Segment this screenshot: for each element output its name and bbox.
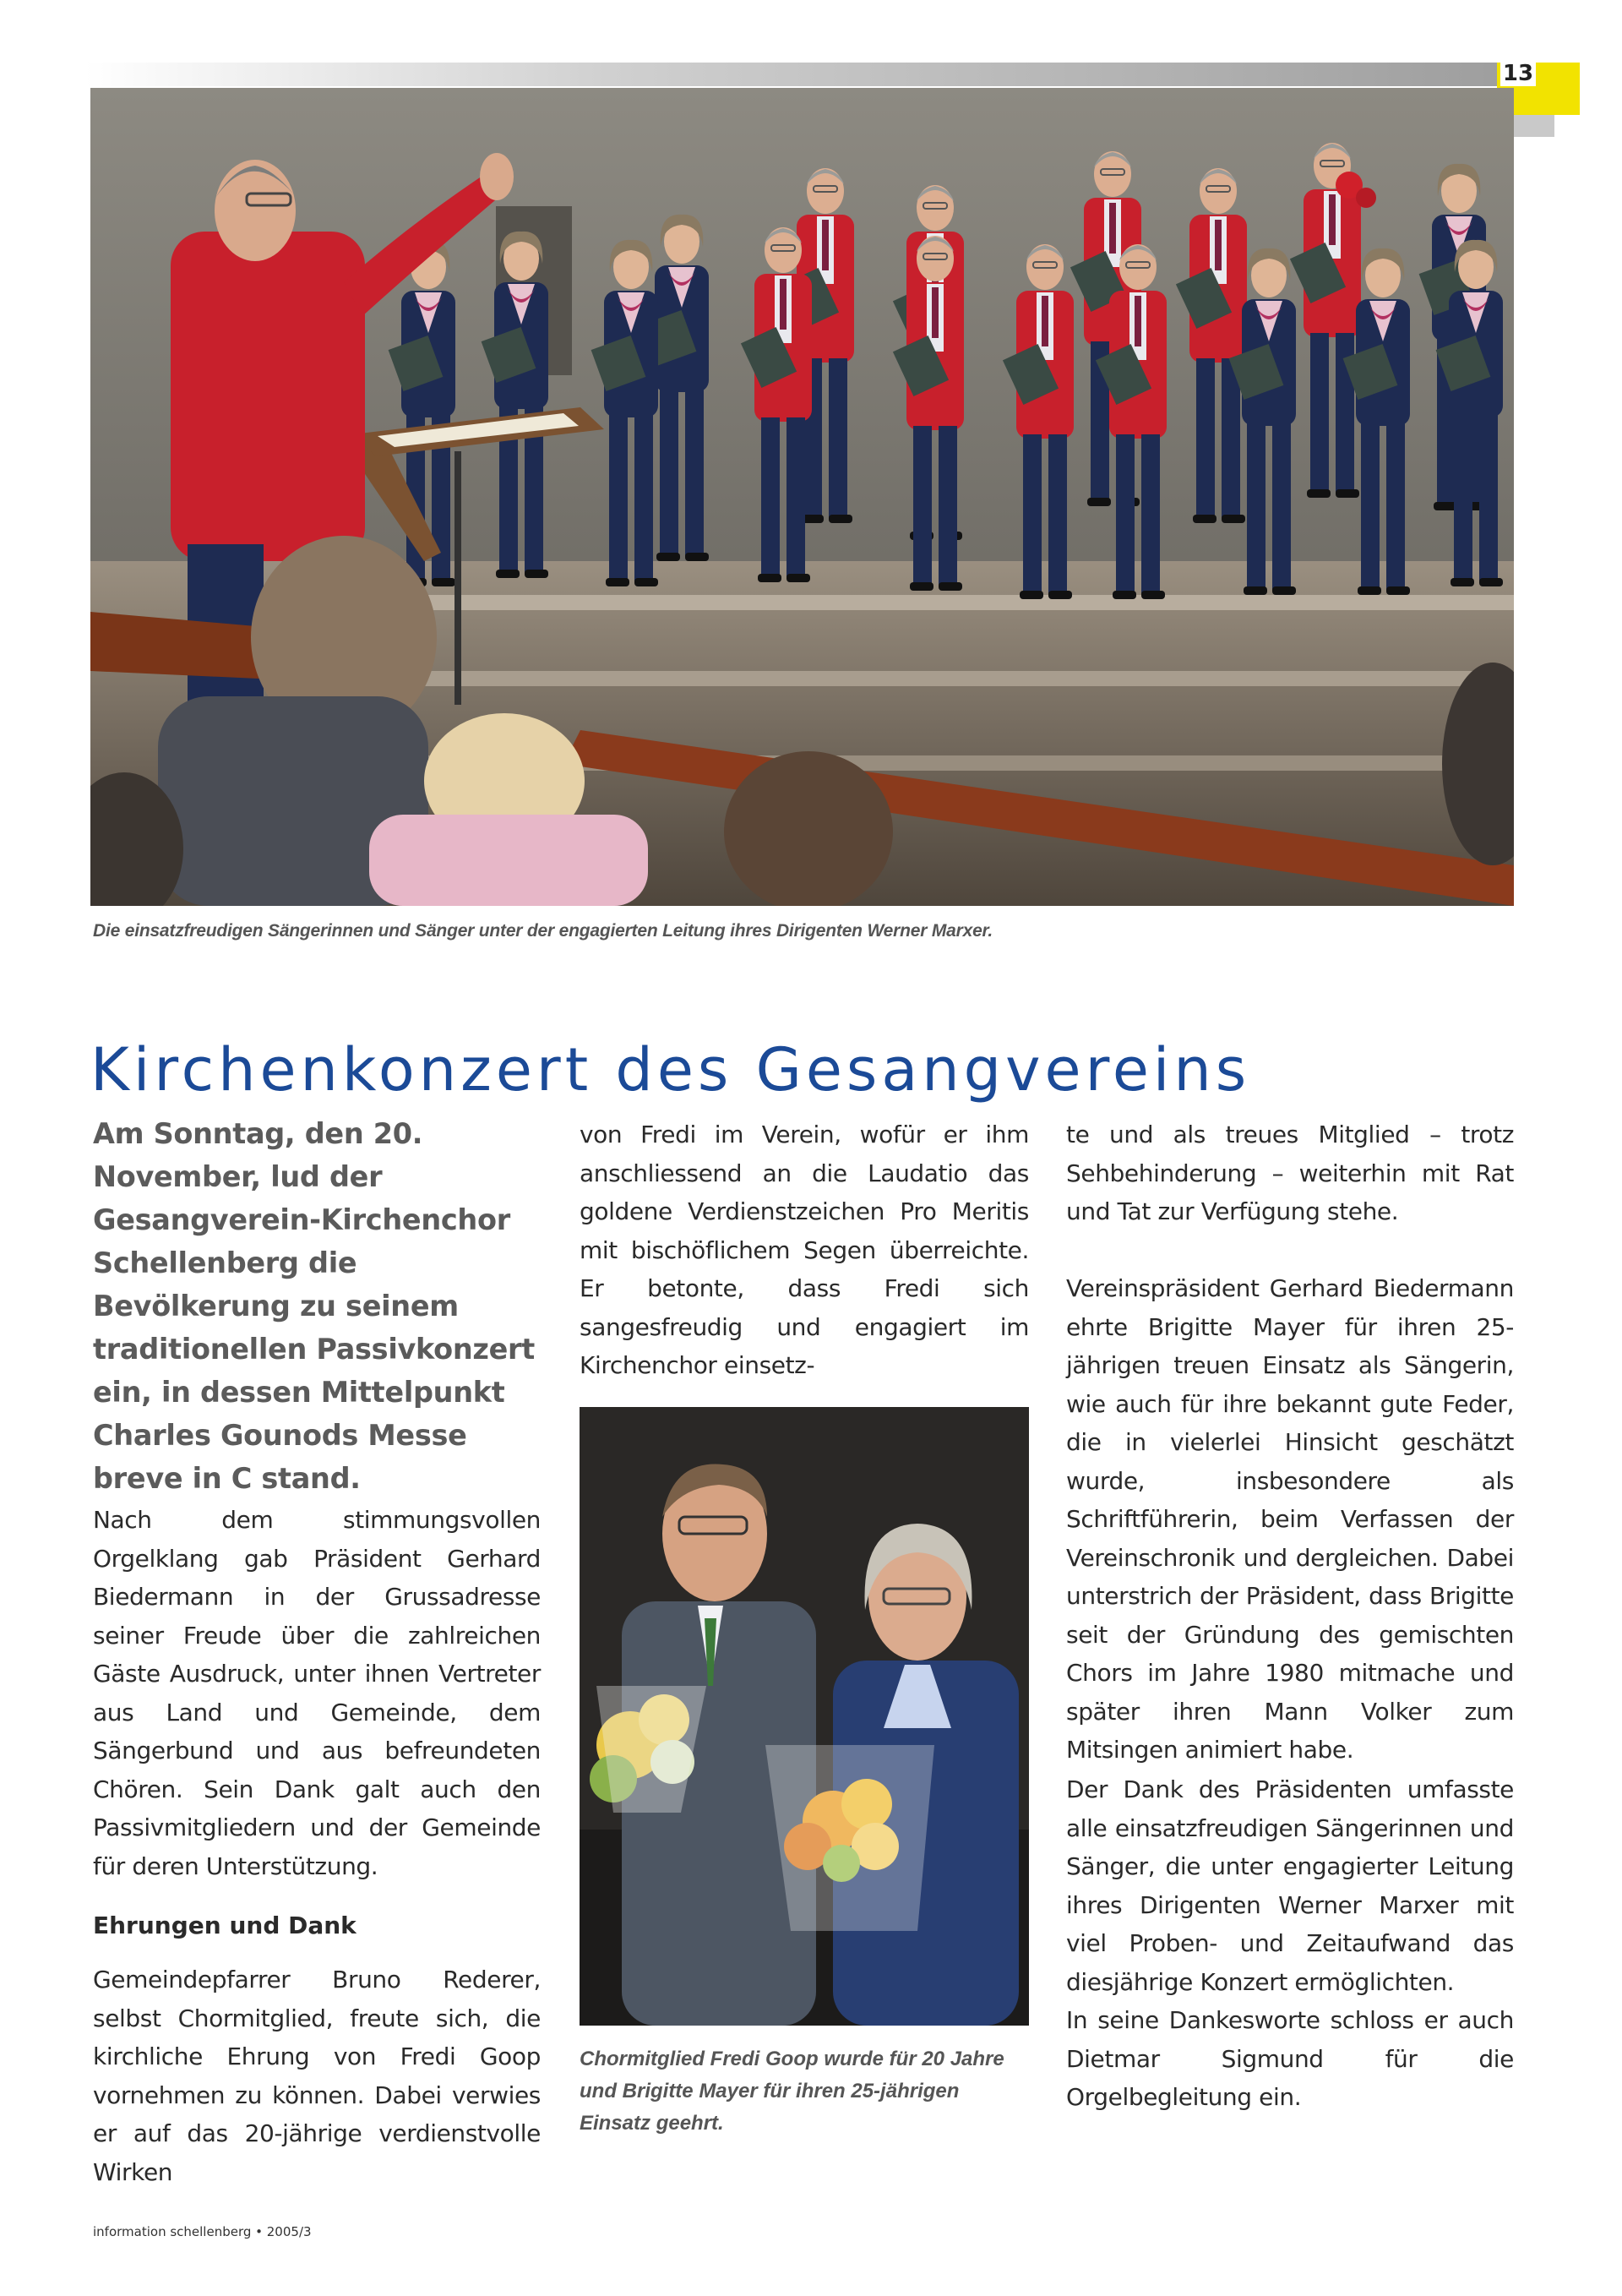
column-3-paragraph-2 <box>1066 1269 1514 1770</box>
paragraph-text: von Fredi im Verein, wofür er ihm anschliessend an die Laudatio das goldene Verdienstzeichen Pro Meritis mit bischöflichem Segen überreichte. Er betonte, dass Fredi sich sangesfreudig und engagiert im Kirchenchor einsetz- <box>580 1121 1029 1379</box>
page-footer: information schellenberg • 2005/3 <box>93 2224 312 2239</box>
page-number: 13 <box>1502 61 1534 86</box>
column-1-paragraph-1 <box>93 1501 541 1885</box>
column-1-paragraph-2 <box>93 1961 541 2191</box>
lead-text: Am Sonntag, den 20. November, lud der Gesangverein-Kirchenchor Schellenberg die Bevölkerung zu seinem traditionellen Passivkonzert ein, in dessen Mittelpunkt Charles Gounods Messe breve in C stand. <box>93 1117 535 1495</box>
paragraph-text: Gemeindepfarrer Bruno Rederer, selbst Chormitglied, freute sich, die kirchliche Ehrung von Fredi Goop vornehmen zu können. Dabei verwies er auf das 20-jährige verdienstvolle Wirken <box>93 1966 541 2186</box>
section-heading: Ehrungen und Dank <box>93 1912 357 1939</box>
column-3-paragraph-1 <box>1066 1115 1514 1231</box>
paragraph-text: In seine Dankesworte schloss er auch Dietmar Sigmund für die Orgelbegleitung ein. <box>1066 2006 1514 2111</box>
paragraph-text: Der Dank des Präsidenten umfasste alle einsatzfreudigen Sängerinnen und Sänger, die unter engagierter Leitung ihres Dirigenten Werner Marxer mit viel Proben- und Zeitaufwand das diesjährige Konzert ermöglichten. <box>1066 1775 1514 1996</box>
paragraph-text: te und als treues Mitglied – trotz Sehbehinderung – weiterhin mit Rat und Tat zur Verfügung stehe. <box>1066 1121 1514 1225</box>
honorees-photo-caption: Chormitglied Fredi Goop wurde für 20 Jahre und Brigitte Mayer für ihren 25-jährigen Einsatz geehrt. <box>580 2048 1004 2135</box>
header-gradient-bar <box>84 63 1580 86</box>
paragraph-text: Vereinspräsident Gerhard Biedermann ehrte Brigitte Mayer für ihren 25-jährigen treuen Einsatz als Sängerin, wie auch für ihre bekannt gute Feder, die in vielerlei Hinsicht geschätzt wurde, insbesondere als Schriftführerin, beim Verfassen der Vereinschronik und dergleichen. Dabei unterstrich der Präsident, dass Brigitte seit der Gründung des gemischten Chors im Jahre 1980 mitmache und später ihren Mann Volker zum Mitsingen animiert habe. <box>1066 1274 1514 1764</box>
article-title: Kirchenkonzert des Gesangvereins <box>90 1034 1251 1104</box>
choir-photo-caption: Die einsatzfreudigen Sängerinnen und Sänger unter der engagierten Leitung ihres Dirigenten Werner Marxer. <box>93 921 993 941</box>
choir-photo <box>90 88 1514 906</box>
honorees-photo <box>580 1407 1029 2026</box>
lead-paragraph <box>93 1112 549 1500</box>
paragraph-text: Nach dem stimmungsvollen Orgelklang gab Präsident Gerhard Biedermann in der Grussadresse seiner Freude über die zahlreichen Gäste Ausdruck, unter ihnen Vertreter aus Land und Gemeinde, dem Sängerbund und aus befreundeten Chören. Sein Dank galt auch den Passivmitgliedern und der Gemeinde für deren Unterstützung. <box>93 1506 541 1880</box>
column-2-paragraph-1 <box>580 1115 1029 1385</box>
column-3-paragraph-3 <box>1066 1770 1514 2117</box>
